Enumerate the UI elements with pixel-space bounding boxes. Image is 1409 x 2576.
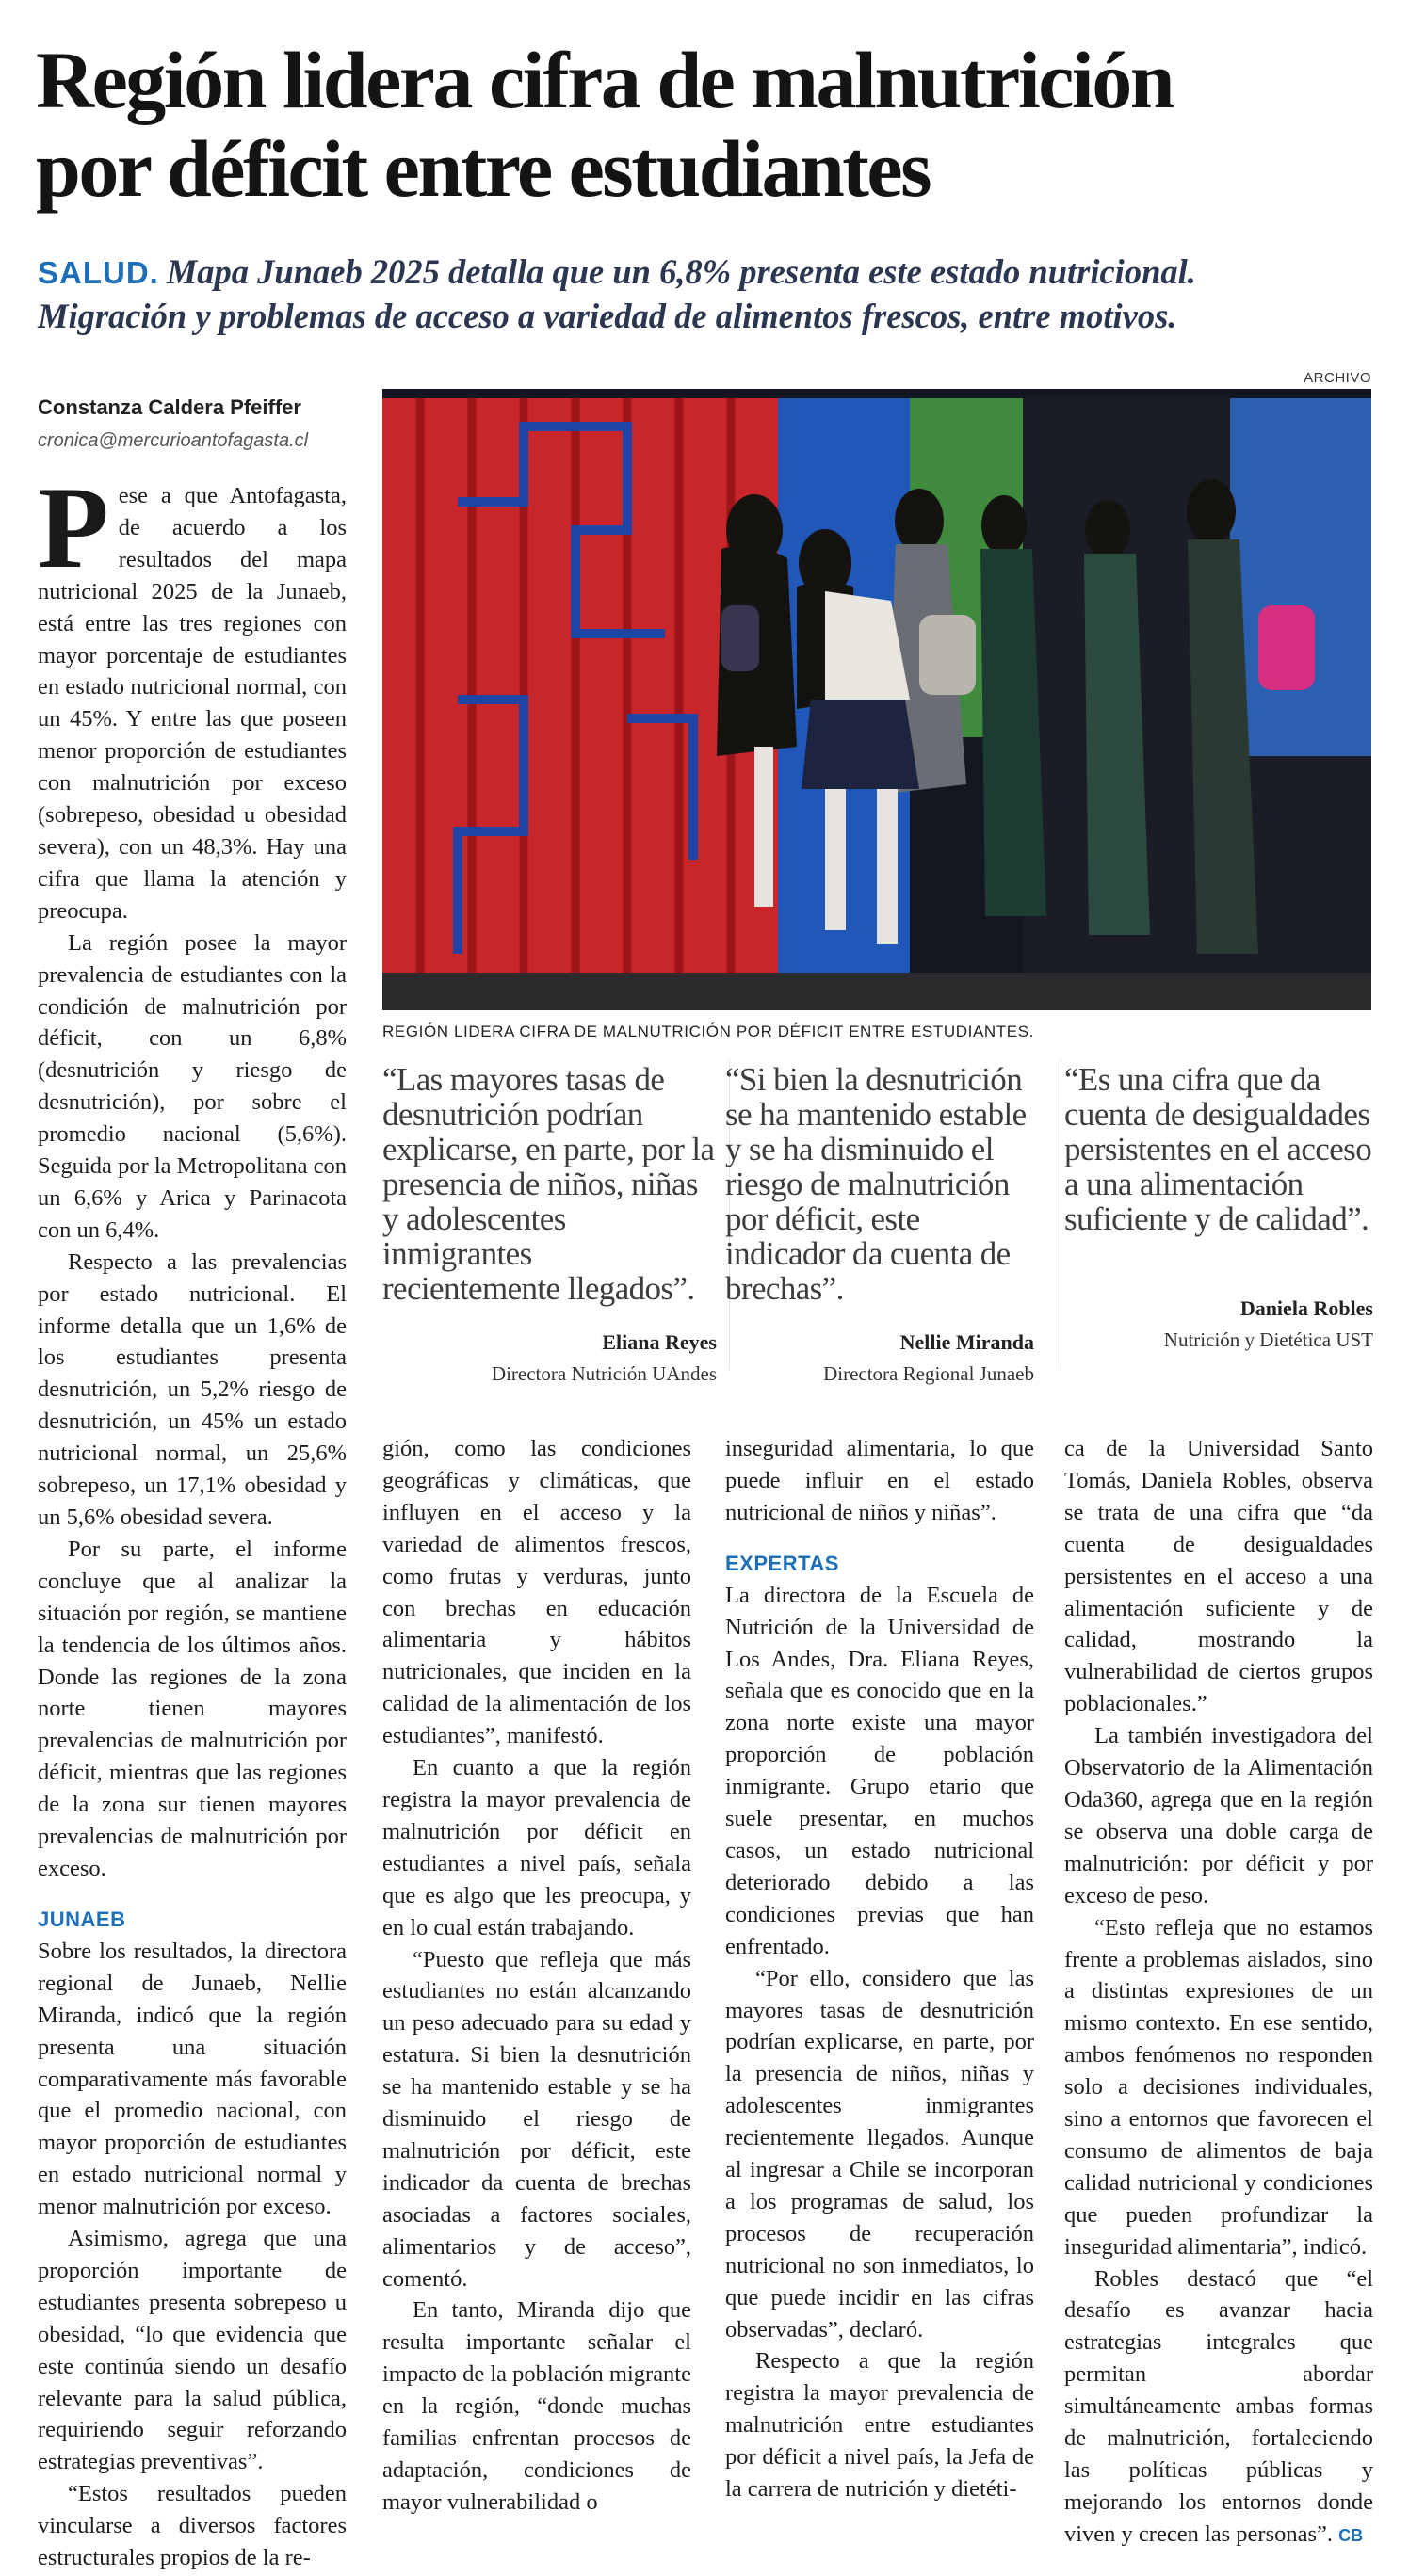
- deck-line-1: Mapa Junaeb 2025 detalla que un 6,8% presenta este estado nutricional.: [166, 252, 1196, 291]
- paragraph: inseguridad alimentaria, lo que puede influir en el estado nutricional de niños y niñas”.: [725, 1436, 1034, 1525]
- body-column-2: [382, 1433, 691, 2519]
- paragraph: Robles destacó que “el desafío es avanzar hacia estrategias integrales que permitan abordar simultáneamente ambas formas de malnutrición, fortaleciendo las políticas públicas y mejorando los entornos donde viven y crecen las personas”. CB: [1064, 2265, 1373, 2547]
- paragraph: Sobre los resultados, la directora regional de Junaeb, Nellie Miranda, indicó que la región presenta una situación comparativamente más favorable que el promedio nacional, con mayor proporción de estudiantes en estado nutricional normal y menor malnutrición por exceso.: [38, 1938, 347, 2220]
- headline: [36, 36, 1373, 213]
- headline-line-1: Región lidera cifra de malnutrición: [36, 35, 1174, 125]
- author-name: Constanza Caldera Pfeiffer: [38, 395, 301, 419]
- end-mark-icon: CB: [1338, 2525, 1364, 2545]
- paragraph: La directora de la Escuela de Nutrición de la Universidad de Los Andes, Dra. Eliana Reyes, señala que es conocido que en la zona norte existe una mayor proporción de población inmigrante. Grupo etario que suele presentar, en muchos casos, un estado nutricional deteriorado debido a las condiciones previas que han enfrentado.: [725, 1582, 1034, 1959]
- paragraph: Pese a que Antofagasta, de acuerdo a los resultados del mapa nutricional 2025 de la Junaeb, está entre las tres regiones con mayor porcentaje de estudiantes en estado nutricional normal, con un 45%. Y entre las que poseen menor proporción de estudiantes con malnutrición por exceso (sobrepeso, obesidad u obesidad severa), con un 48,3%. Hay una cifra que llama la atención y preocupa.: [38, 463, 347, 924]
- deck-line-2: Migración y problemas de acceso a variedad de alimentos frescos, entre motivos.: [38, 297, 1177, 335]
- pull-quote-text: “Si bien la desnutrición se ha mantenido estable y se ha disminuido el riesgo de malnutrición por déficit, este indicador da cuenta de brechas”.: [725, 1061, 1027, 1307]
- body-column-1: [38, 463, 347, 2574]
- pull-quote-role: Directora Regional Junaeb: [823, 1362, 1034, 1385]
- article-photo: [382, 389, 1371, 1010]
- paragraph: Respecto a las prevalencias por estado nutricional. El informe detalla que un 1,6% de los estudiantes presenta desnutrición, un 5,2% riesgo de desnutrición, un 45% un estado nutricional normal, un 25,6% sobrepeso, un 17,1% obesidad y un 5,6% obesidad severa.: [38, 1248, 347, 1530]
- pull-quote-text: “Es una cifra que da cuenta de desigualdades persistentes en el acceso a una alimentación suficiente y de calidad”.: [1064, 1061, 1372, 1237]
- pull-quote-name: Daniela Robles: [1239, 1296, 1373, 1320]
- paragraph: gión, como las condiciones geográficas y climáticas, que influyen en el acceso y la variedad de alimentos frescos, como frutas y verduras, junto con brechas en educación alimentaria y hábitos nutricionales, que inciden en la calidad de la alimentación de los estudiantes”, manifestó.: [382, 1436, 691, 1749]
- author-email[interactable]: cronica@mercurioantofagasta.cl: [38, 430, 309, 451]
- paragraph: La región posee la mayor prevalencia de estudiantes con la condición de malnutrición por déficit, con un 6,8% (desnutrición y riesgo de desnutrición), por sobre el promedio nacional (5,6%). Seguida por la Metropolitana con un 6,6% y Arica y Parinacota con un 6,4%.: [38, 929, 347, 1243]
- headline-line-2: por déficit entre estudiantes: [36, 123, 931, 214]
- pull-quote-name: Nellie Miranda: [899, 1330, 1034, 1354]
- pull-quote-text: “Las mayores tasas de desnutrición podrían explicarse, en parte, por la presencia de niños, niñas y adolescentes inmigrantes recientemente llegados”.: [382, 1061, 715, 1307]
- body-column-3: [725, 1433, 1034, 2505]
- paragraph: Asimismo, agrega que una proporción importante de estudiantes presenta sobrepeso u obesidad, “lo que evidencia que este continúa siendo un desafío relevante para la salud pública, requiriendo seguir reforzando estrategias preventivas”.: [38, 2226, 347, 2475]
- pull-quote-3: [1064, 1062, 1373, 1352]
- paragraph: Respecto a que la región registra la mayor prevalencia de malnutrición entre estudiantes por déficit a nivel país, la Jefa de la carrera de nutrición y dietéti-: [725, 2348, 1034, 2503]
- subhead-expertas: EXPERTAS: [725, 1551, 839, 1575]
- paragraph: En cuanto a que la región registra la mayor prevalencia de malnutrición por déficit en estudiantes a nivel país, señala que es algo que les preocupa, y en lo cual están trabajando.: [382, 1755, 691, 1940]
- pull-quote-name: Eliana Reyes: [602, 1330, 717, 1354]
- paragraph: “Por ello, considero que las mayores tasas de desnutrición podrían explicarse, en parte, por la presencia de niños, niñas y adolescentes inmigrantes recientemente llegados. Aunque al ingresar a Chile se incorporan a los programas de salud, los procesos de recuperación nutricional no son inmediatos, lo que puede incidir en las cifras observadas”, declaró.: [725, 1965, 1034, 2343]
- photo-caption: REGIÓN LIDERA CIFRA DE MALNUTRICIÓN POR DÉFICIT ENTRE ESTUDIANTES.: [382, 1022, 1034, 1040]
- pull-quote-role: Directora Nutrición UAndes: [491, 1362, 717, 1385]
- section-tag: SALUD.: [38, 255, 159, 290]
- paragraph: ca de la Universidad Santo Tomás, Daniela Robles, observa se trata de una cifra que “da cuenta de desigualdades persistentes en el acceso a una alimentación suficiente y de calidad, mostrando la vulnerabilidad de ciertos grupos poblacionales.”: [1064, 1436, 1373, 1717]
- paragraph: “Esto refleja que no estamos frente a problemas aislados, sino a distintas expresiones de un mismo contexto. En ese sentido, ambos fenómenos no responden solo a decisiones individuales, sino a entornos que favorecen el consumo de alimentos de baja calidad nutricional y condiciones que pueden profundizar la inseguridad alimentaria”, indicó.: [1064, 1914, 1373, 2260]
- paragraph: La también investigadora del Observatorio de la Alimentación Oda360, agrega que en la región se observa una doble carga de malnutrición: por déficit y por exceso de peso.: [1064, 1723, 1373, 1908]
- body-column-4: [1064, 1433, 1373, 2552]
- pull-quote-1: [382, 1062, 717, 1386]
- paragraph: En tanto, Miranda dijo que resulta importante señalar el impacto de la población migrante en la región, “donde muchas familias enfrentan procesos de adaptación, condiciones de mayor vulnerabilidad o: [382, 2297, 691, 2515]
- paragraph: “Estos resultados pueden vincularse a diversos factores estructurales propios de la re-: [38, 2481, 347, 2571]
- subhead-junaeb: JUNAEB: [38, 1907, 126, 1931]
- paragraph: “Puesto que refleja que más estudiantes no están alcanzando un peso adecuado para su edad y estatura. Si bien la desnutrición se ha mantenido estable y se ha disminuido el riesgo de malnutrición por déficit, este indicador da cuenta de brechas asociadas a factores sociales, alimentarios y de acceso”, comentó.: [382, 1946, 691, 2292]
- photo-credit: ARCHIVO: [1304, 370, 1371, 386]
- drop-cap: P: [38, 463, 109, 592]
- paragraph: Por su parte, el informe concluye que al analizar la situación por región, se mantiene la tendencia de los últimos años. Donde las regiones de la zona norte tienen mayores prevalencias de malnutrición por déficit, mientras que las regiones de la zona sur tienen mayores prevalencias de malnutrición por exceso.: [38, 1536, 347, 1881]
- pull-quote-2: [725, 1062, 1034, 1386]
- pull-quote-role: Nutrición y Dietética UST: [1163, 1328, 1373, 1351]
- deck: [38, 250, 1366, 338]
